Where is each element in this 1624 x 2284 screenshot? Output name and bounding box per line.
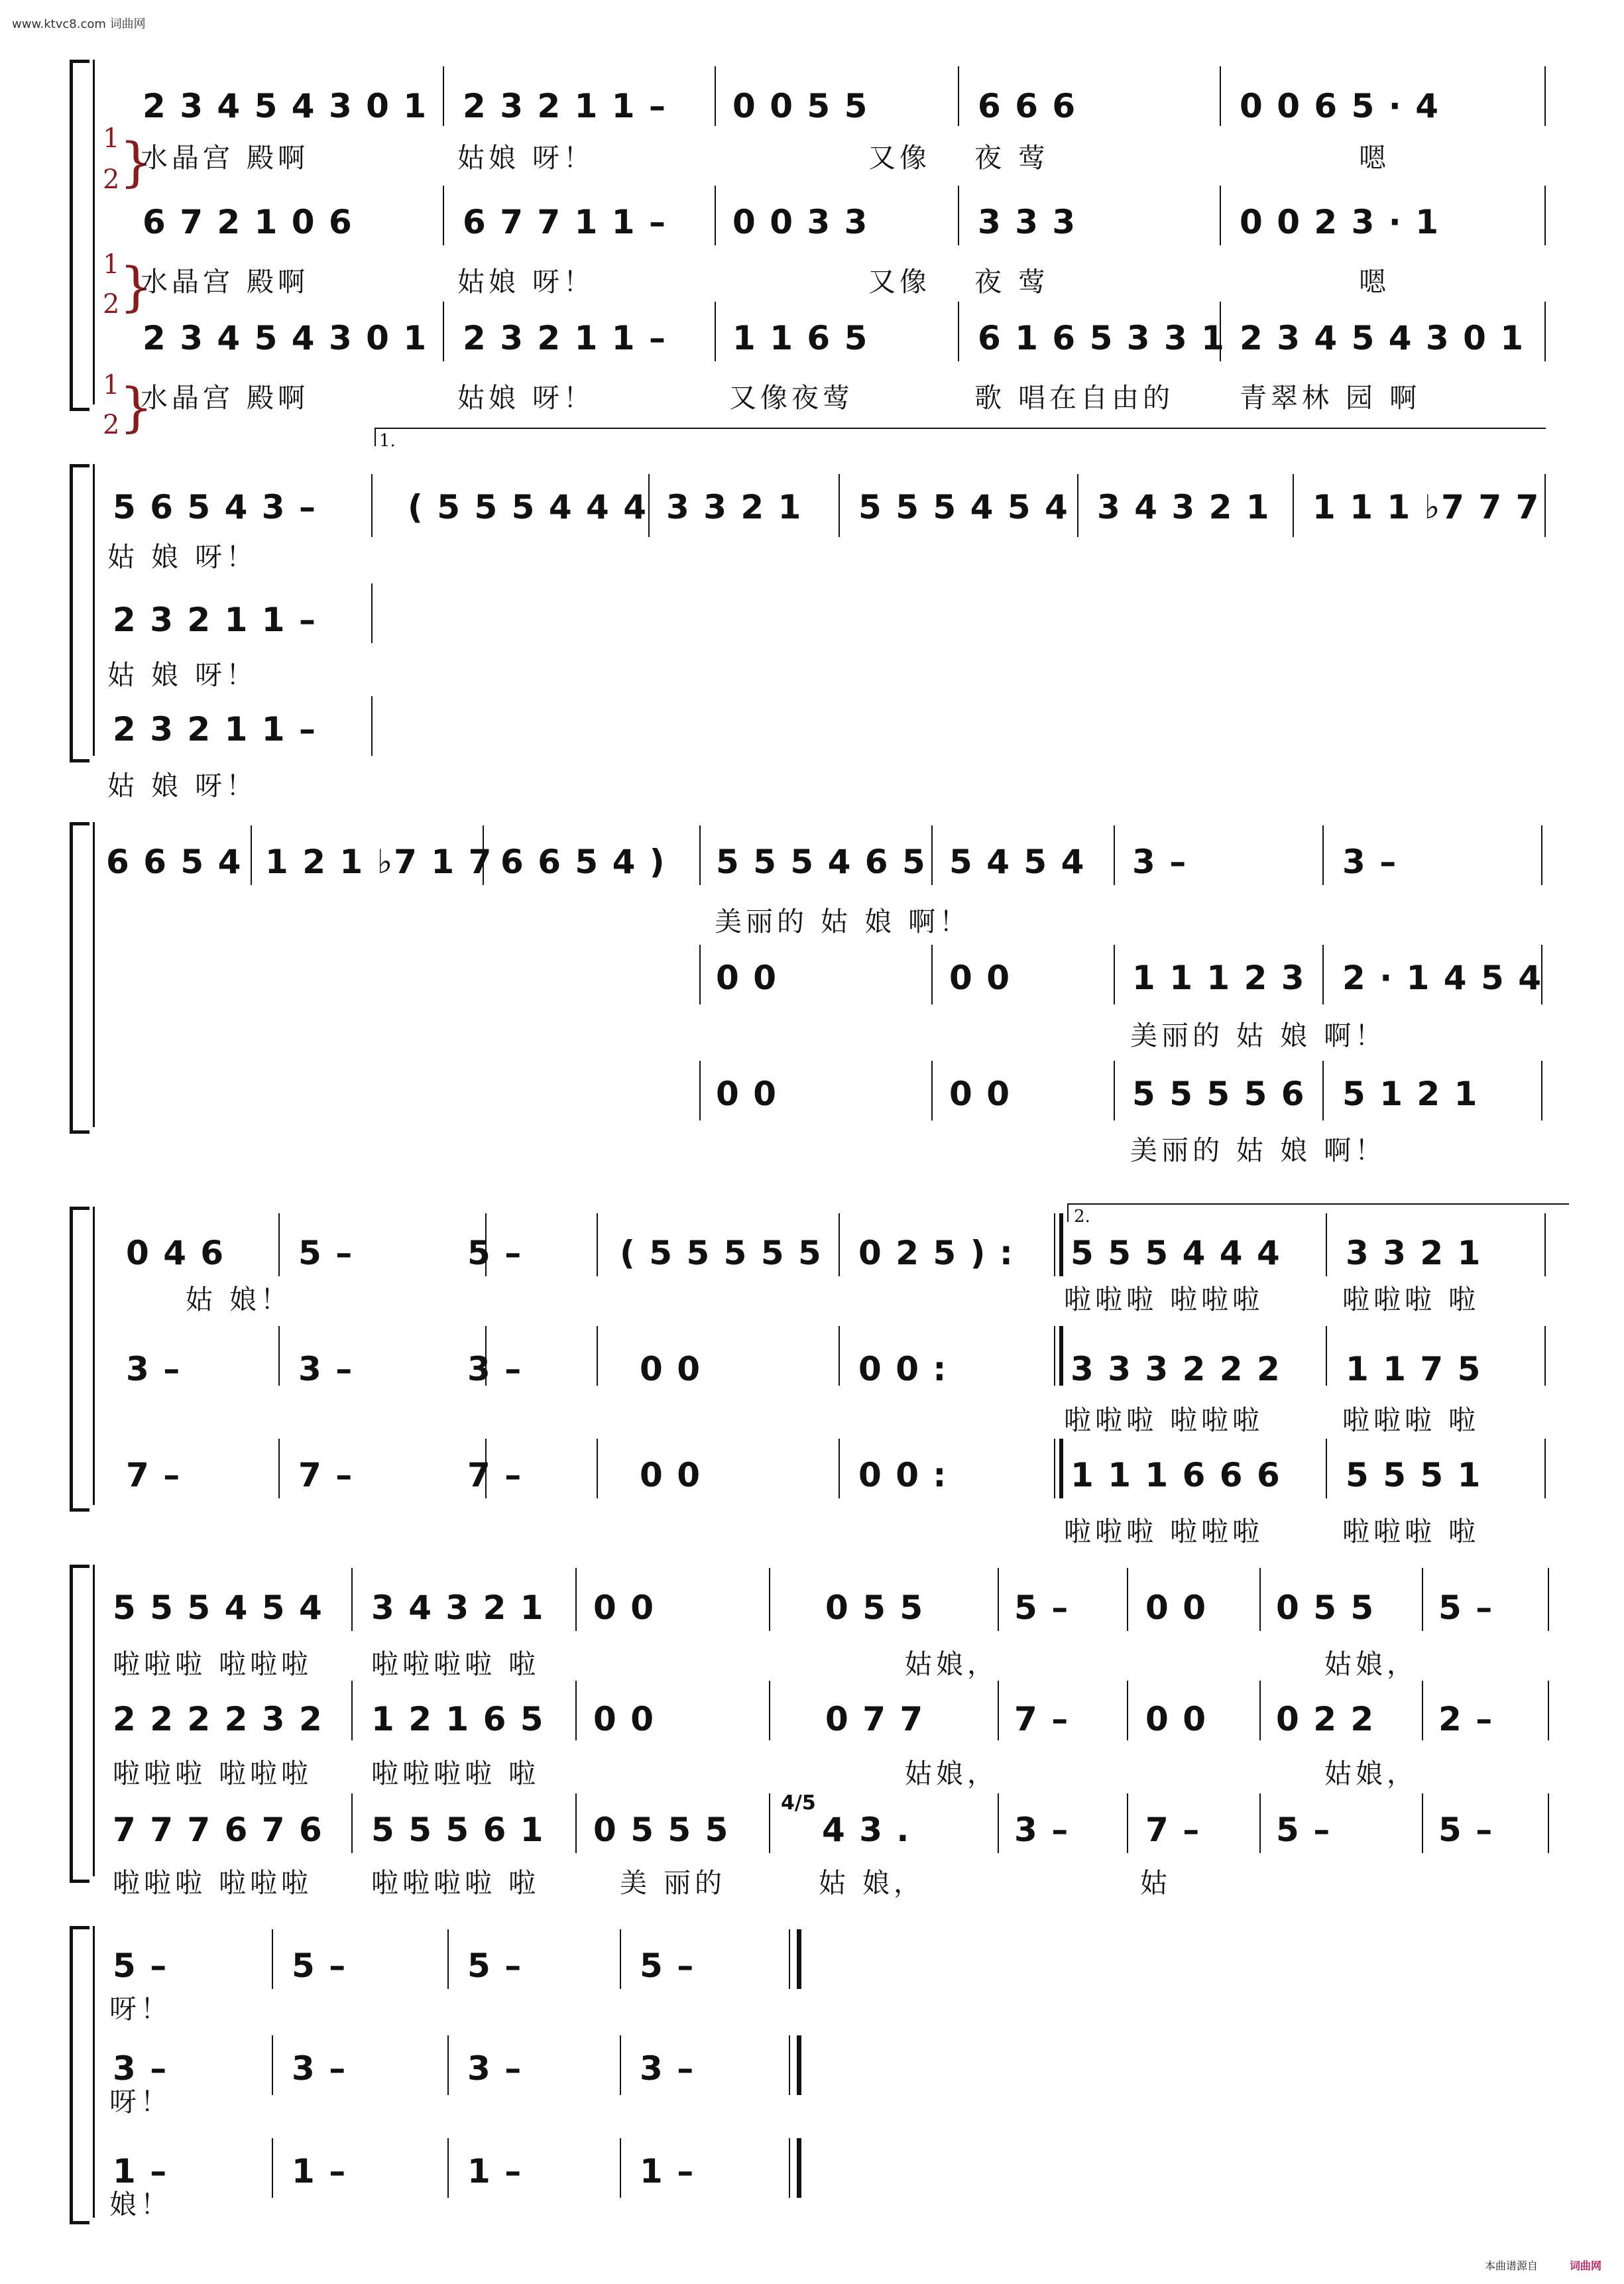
measure-notes: 3 – bbox=[126, 1350, 182, 1388]
measure-notes: 6 6 6 bbox=[978, 87, 1077, 125]
volta-second-ending bbox=[1067, 1203, 1569, 1222]
measure-notes: 5 5 5 6 1 bbox=[371, 1811, 545, 1849]
barline bbox=[1548, 1681, 1549, 1740]
barline bbox=[998, 1568, 999, 1631]
measure-notes: 5 – bbox=[467, 1947, 523, 1985]
barline bbox=[620, 1929, 621, 1989]
measure-notes: 3 3 2 1 bbox=[666, 488, 803, 526]
volta-label: 2. bbox=[1074, 1207, 1090, 1227]
barline bbox=[1544, 66, 1546, 126]
barline bbox=[272, 2035, 273, 2095]
measure-notes: 5 – bbox=[292, 1947, 347, 1985]
lyric-line: 水晶宫 殿啊 bbox=[141, 382, 310, 414]
barline bbox=[351, 1568, 353, 1631]
barline bbox=[1220, 66, 1221, 126]
measure-notes: 1 – bbox=[640, 2152, 695, 2191]
time-signature: 4/5 bbox=[781, 1791, 816, 1815]
lyric-line: 姑 娘 呀！ bbox=[107, 659, 258, 691]
final-barline bbox=[797, 2035, 801, 2095]
lyric-line: 又像 bbox=[868, 266, 931, 298]
barline bbox=[443, 66, 444, 126]
barline bbox=[839, 1439, 840, 1498]
measure-notes: 5 6 5 4 3 – bbox=[113, 488, 317, 526]
system-bracket bbox=[70, 1926, 82, 2224]
measure-notes: 0 0 5 5 bbox=[732, 87, 869, 125]
measure-notes: 2 3 2 1 1 – bbox=[463, 319, 667, 357]
measure-notes: 0 0 bbox=[640, 1456, 701, 1494]
measure-notes: 5 5 5 4 4 4 bbox=[1071, 1234, 1281, 1272]
barline bbox=[699, 945, 701, 1004]
measure-notes: 5 – bbox=[640, 1947, 695, 1985]
lyric-line: 姑 娘！ bbox=[186, 1284, 292, 1315]
measure-notes: ( 5 5 5 4 4 4 bbox=[408, 488, 648, 526]
barline bbox=[1326, 1213, 1327, 1276]
barline bbox=[1544, 1326, 1546, 1386]
measure-notes: 4 3 . bbox=[822, 1811, 911, 1849]
measure-notes: 5 5 5 5 6 bbox=[1132, 1075, 1306, 1113]
measure-notes: 1 2 1 6 5 bbox=[371, 1700, 545, 1738]
brand-logo: 词曲网 bbox=[1570, 2259, 1602, 2272]
lyric-line: 娘！ bbox=[109, 2189, 172, 2220]
site-header: www.ktvc8.com 词曲网 bbox=[12, 17, 146, 31]
barline bbox=[278, 1213, 280, 1276]
volta-first-ending bbox=[375, 428, 1546, 446]
barline bbox=[575, 1568, 577, 1631]
barline bbox=[351, 1793, 353, 1853]
measure-notes: 0 0 bbox=[716, 1075, 778, 1113]
measure-notes: 0 0 : bbox=[858, 1456, 948, 1494]
measure-notes: 5 – bbox=[1276, 1811, 1332, 1849]
barline bbox=[272, 1929, 273, 1989]
barline bbox=[1541, 825, 1542, 885]
barline bbox=[1114, 825, 1115, 885]
measure-notes: 6 6 5 4 bbox=[106, 843, 243, 881]
barline bbox=[998, 1793, 999, 1853]
barline bbox=[958, 186, 959, 245]
lyric-line: 美丽的 姑 娘 啊！ bbox=[1130, 1020, 1387, 1052]
measure-notes: 7 – bbox=[126, 1456, 182, 1494]
measure-notes: 1 1 1 ♭7 7 7 bbox=[1312, 488, 1540, 526]
measure-notes: 1 – bbox=[292, 2152, 347, 2191]
system-line bbox=[93, 464, 95, 756]
lyric-line: 啦啦啦 啦啦啦 bbox=[1064, 1516, 1264, 1547]
source-note: 本曲谱源自 bbox=[1485, 2259, 1538, 2272]
verse-brace: } bbox=[119, 256, 153, 318]
lyric-line: 啦啦啦啦 啦 bbox=[371, 1648, 540, 1680]
measure-notes: 1 – bbox=[467, 2152, 523, 2191]
barline bbox=[575, 1793, 577, 1853]
measure-notes: 0 0 bbox=[716, 959, 778, 997]
barline bbox=[1544, 186, 1546, 245]
lyric-line: 歌 唱在自由的 bbox=[974, 382, 1175, 414]
measure-notes: 3 – bbox=[467, 2049, 523, 2088]
system-line bbox=[93, 1565, 95, 1876]
measure-notes: 3 – bbox=[640, 2049, 695, 2088]
lyric-line: 姑娘， bbox=[1324, 1758, 1418, 1789]
measure-notes: 3 – bbox=[292, 2049, 347, 2088]
measure-notes: 6 1 6 5 3 3 1 bbox=[978, 319, 1226, 357]
measure-notes: 2 – bbox=[1438, 1700, 1494, 1738]
lyric-line: 姑娘 呀！ bbox=[457, 142, 595, 174]
measure-notes: 7 – bbox=[298, 1456, 354, 1494]
measure-notes: 3 – bbox=[1342, 843, 1398, 881]
barline bbox=[1054, 1326, 1055, 1386]
lyric-line: 姑娘 呀！ bbox=[457, 382, 595, 414]
barline bbox=[1326, 1439, 1327, 1498]
barline bbox=[371, 474, 373, 537]
lyric-line: 又像夜莺 bbox=[729, 382, 854, 414]
system-bracket bbox=[70, 1207, 82, 1512]
measure-notes: 0 5 5 bbox=[1276, 1589, 1375, 1627]
barline bbox=[1054, 1439, 1055, 1498]
measure-notes: 0 2 2 bbox=[1276, 1700, 1375, 1738]
measure-notes: 3 3 2 1 bbox=[1346, 1234, 1482, 1272]
measure-notes: 3 4 3 2 1 bbox=[1097, 488, 1271, 526]
measure-notes: 1 – bbox=[113, 2152, 168, 2191]
barline bbox=[1548, 1568, 1549, 1631]
lyric-line: 啦啦啦 啦 bbox=[1342, 1284, 1480, 1315]
barline bbox=[272, 2138, 273, 2198]
barline bbox=[597, 1326, 598, 1386]
verse-brace: } bbox=[119, 131, 153, 193]
barline bbox=[371, 583, 373, 643]
measure-notes: ( 5 5 5 5 5 bbox=[620, 1234, 823, 1272]
measure-notes: 2 3 4 5 4 3 0 1 bbox=[143, 87, 428, 125]
barline bbox=[1259, 1793, 1261, 1853]
barline bbox=[371, 696, 373, 756]
barline bbox=[1544, 302, 1546, 361]
lyric-line: 啦啦啦 啦啦啦 bbox=[113, 1758, 313, 1789]
barline bbox=[1059, 1213, 1063, 1276]
system-line bbox=[93, 60, 95, 404]
measure-notes: 7 – bbox=[1145, 1811, 1201, 1849]
measure-notes: 2 3 2 1 1 – bbox=[113, 710, 317, 749]
verse-number: 2 bbox=[103, 410, 120, 440]
lyric-line: 啦啦啦 啦 bbox=[1342, 1516, 1480, 1547]
measure-notes: 6 6 5 4 ) bbox=[500, 843, 666, 881]
lyric-line: 美丽的 姑 娘 啊！ bbox=[1130, 1134, 1387, 1166]
system-bracket bbox=[70, 822, 82, 1134]
barline bbox=[1127, 1793, 1128, 1853]
measure-notes: 5 – bbox=[467, 1234, 523, 1272]
barline bbox=[447, 1929, 449, 1989]
barline bbox=[931, 825, 933, 885]
barline bbox=[1541, 1061, 1542, 1120]
barline bbox=[789, 2138, 790, 2198]
measure-notes: 0 0 3 3 bbox=[732, 203, 869, 241]
lyric-line: 姑 娘， bbox=[819, 1867, 925, 1899]
barline bbox=[620, 2035, 621, 2095]
measure-notes: 7 7 7 6 7 6 bbox=[113, 1811, 323, 1849]
barline bbox=[769, 1568, 770, 1631]
lyric-line: 啦啦啦 啦 bbox=[1342, 1404, 1480, 1436]
system-line bbox=[93, 822, 95, 1127]
volta-label: 1. bbox=[379, 431, 396, 451]
barline bbox=[1114, 1061, 1115, 1120]
barline bbox=[447, 2138, 449, 2198]
lyric-line: 啦啦啦啦 啦 bbox=[371, 1758, 540, 1789]
final-barline bbox=[797, 2138, 801, 2198]
measure-notes: 0 0 bbox=[640, 1350, 701, 1388]
barline bbox=[1259, 1681, 1261, 1740]
barline bbox=[839, 474, 840, 537]
barline bbox=[1322, 825, 1324, 885]
barline bbox=[597, 1439, 598, 1498]
barline bbox=[443, 302, 444, 361]
lyric-line: 姑娘 呀！ bbox=[457, 266, 595, 298]
barline bbox=[1127, 1681, 1128, 1740]
verse-number: 2 bbox=[103, 164, 120, 195]
measure-notes: 5 5 5 4 5 4 bbox=[858, 488, 1069, 526]
measure-notes: 7 – bbox=[467, 1456, 523, 1494]
system-bracket bbox=[70, 60, 82, 411]
measure-notes: 2 · 1 4 5 4 bbox=[1342, 959, 1542, 997]
measure-notes: 2 3 4 5 4 3 0 1 bbox=[1240, 319, 1525, 357]
measure-notes: 1 1 1 2 3 bbox=[1132, 959, 1306, 997]
barline bbox=[789, 1929, 790, 1989]
lyric-line: 又像 bbox=[868, 142, 931, 174]
barline bbox=[447, 2035, 449, 2095]
measure-notes: 0 0 bbox=[593, 1700, 655, 1738]
measure-notes: 0 2 5 ) : bbox=[858, 1234, 1014, 1272]
barline bbox=[597, 1213, 598, 1276]
measure-notes: 3 – bbox=[467, 1350, 523, 1388]
measure-notes: 3 – bbox=[298, 1350, 354, 1388]
lyric-line: 呀！ bbox=[109, 2086, 172, 2118]
measure-notes: 5 5 5 4 6 5 bbox=[716, 843, 927, 881]
measure-notes: 0 7 7 bbox=[825, 1700, 925, 1738]
measure-notes: 5 – bbox=[1014, 1589, 1070, 1627]
measure-notes: 3 3 3 2 2 2 bbox=[1071, 1350, 1281, 1388]
final-barline bbox=[797, 1929, 801, 1989]
measure-notes: 7 – bbox=[1014, 1700, 1070, 1738]
measure-notes: 3 – bbox=[113, 2049, 168, 2088]
system-bracket bbox=[70, 464, 82, 762]
barline bbox=[443, 186, 444, 245]
barline bbox=[1422, 1568, 1423, 1631]
lyric-line: 姑 bbox=[1140, 1867, 1171, 1899]
barline bbox=[839, 1326, 840, 1386]
measure-notes: 0 5 5 bbox=[825, 1589, 925, 1627]
measure-notes: 0 0 bbox=[949, 1075, 1011, 1113]
measure-notes: 0 0 bbox=[593, 1589, 655, 1627]
lyric-line: 啦啦啦 啦啦啦 bbox=[1064, 1284, 1264, 1315]
barline bbox=[998, 1681, 999, 1740]
barline bbox=[251, 825, 252, 885]
measure-notes: 1 1 7 5 bbox=[1346, 1350, 1482, 1388]
measure-notes: 2 2 2 2 3 2 bbox=[113, 1700, 323, 1738]
barline bbox=[958, 66, 959, 126]
measure-notes: 3 4 3 2 1 bbox=[371, 1589, 545, 1627]
lyric-line: 姑娘， bbox=[905, 1648, 998, 1680]
lyric-line: 青翠林 园 啊 bbox=[1240, 382, 1421, 414]
lyric-line: 啦啦啦啦 啦 bbox=[371, 1867, 540, 1899]
lyric-line: 姑 娘 呀！ bbox=[107, 770, 258, 802]
barline bbox=[958, 302, 959, 361]
measure-notes: 5 – bbox=[1438, 1811, 1494, 1849]
lyric-line: 嗯 bbox=[1359, 266, 1390, 298]
barline bbox=[620, 2138, 621, 2198]
barline bbox=[699, 825, 701, 885]
barline bbox=[1259, 1568, 1261, 1631]
measure-notes: 3 3 3 bbox=[978, 203, 1077, 241]
verse-brace: } bbox=[119, 377, 153, 438]
barline bbox=[839, 1213, 840, 1276]
lyric-line: 美 丽的 bbox=[620, 1867, 726, 1899]
barline bbox=[351, 1681, 353, 1740]
lyric-line: 嗯 bbox=[1359, 142, 1390, 174]
measure-notes: 0 0 bbox=[949, 959, 1011, 997]
verse-number: 1 bbox=[103, 123, 120, 154]
barline bbox=[931, 945, 933, 1004]
measure-notes: 1 2 1 ♭7 1 7 bbox=[265, 843, 493, 881]
measure-notes: 3 – bbox=[1132, 843, 1188, 881]
measure-notes: 5 4 5 4 bbox=[949, 843, 1086, 881]
barline bbox=[699, 1061, 701, 1120]
lyric-line: 水晶宫 殿啊 bbox=[141, 266, 310, 298]
lyric-line: 水晶宫 殿啊 bbox=[141, 142, 310, 174]
measure-notes: 5 – bbox=[298, 1234, 354, 1272]
measure-notes: 5 5 5 4 5 4 bbox=[113, 1589, 323, 1627]
barline bbox=[1326, 1326, 1327, 1386]
measure-notes: 2 3 4 5 4 3 0 1 bbox=[143, 319, 428, 357]
barline bbox=[278, 1439, 280, 1498]
barline bbox=[1544, 474, 1546, 537]
barline bbox=[715, 302, 716, 361]
verse-number: 2 bbox=[103, 289, 120, 320]
barline bbox=[1544, 1213, 1546, 1276]
barline bbox=[1059, 1439, 1063, 1498]
verse-number: 1 bbox=[103, 249, 120, 280]
lyric-line: 姑娘， bbox=[1324, 1648, 1418, 1680]
barline bbox=[1422, 1793, 1423, 1853]
barline bbox=[278, 1326, 280, 1386]
barline bbox=[1322, 945, 1324, 1004]
measure-notes: 3 – bbox=[1014, 1811, 1070, 1849]
barline bbox=[1322, 1061, 1324, 1120]
barline bbox=[1114, 945, 1115, 1004]
barline bbox=[715, 66, 716, 126]
barline bbox=[1422, 1681, 1423, 1740]
barline bbox=[648, 474, 650, 537]
lyric-line: 姑娘， bbox=[905, 1758, 998, 1789]
lyric-line: 夜 莺 bbox=[974, 266, 1050, 298]
barline bbox=[769, 1681, 770, 1740]
measure-notes: 6 7 7 1 1 – bbox=[463, 203, 667, 241]
lyric-line: 啦啦啦 啦啦啦 bbox=[1064, 1404, 1264, 1436]
barline bbox=[1059, 1326, 1063, 1386]
barline bbox=[1548, 1793, 1549, 1853]
lyric-line: 啦啦啦 啦啦啦 bbox=[113, 1648, 313, 1680]
system-line bbox=[93, 1207, 95, 1505]
lyric-line: 姑 娘 呀！ bbox=[107, 541, 258, 573]
measure-notes: 5 – bbox=[113, 1947, 168, 1985]
barline bbox=[931, 1061, 933, 1120]
measure-notes: 2 3 2 1 1 – bbox=[113, 601, 317, 639]
verse-number: 1 bbox=[103, 370, 120, 400]
barline bbox=[1220, 186, 1221, 245]
measure-notes: 5 – bbox=[1438, 1589, 1494, 1627]
barline bbox=[1544, 1439, 1546, 1498]
barline bbox=[789, 2035, 790, 2095]
measure-notes: 5 5 5 1 bbox=[1346, 1456, 1482, 1494]
measure-notes: 2 3 2 1 1 – bbox=[463, 87, 667, 125]
measure-notes: 0 0 bbox=[1145, 1700, 1207, 1738]
measure-notes: 0 0 2 3 · 1 bbox=[1240, 203, 1440, 241]
measure-notes: 1 1 6 5 bbox=[732, 319, 869, 357]
barline bbox=[1127, 1568, 1128, 1631]
barline bbox=[575, 1681, 577, 1740]
barline bbox=[1077, 474, 1078, 537]
measure-notes: 0 5 5 5 bbox=[593, 1811, 730, 1849]
barline bbox=[769, 1793, 770, 1853]
measure-notes: 0 0 6 5 · 4 bbox=[1240, 87, 1440, 125]
measure-notes: 6 7 2 1 0 6 bbox=[143, 203, 353, 241]
measure-notes: 5 1 2 1 bbox=[1342, 1075, 1479, 1113]
barline bbox=[1293, 474, 1294, 537]
measure-notes: 0 0 : bbox=[858, 1350, 948, 1388]
measure-notes: 1 1 1 6 6 6 bbox=[1071, 1456, 1281, 1494]
lyric-line: 美丽的 姑 娘 啊！ bbox=[715, 906, 971, 937]
system-bracket bbox=[70, 1565, 82, 1883]
measure-notes: 0 4 6 bbox=[126, 1234, 225, 1272]
lyric-line: 呀！ bbox=[109, 1993, 172, 2025]
barline bbox=[1054, 1213, 1055, 1276]
lyric-line: 啦啦啦 啦啦啦 bbox=[113, 1867, 313, 1899]
system-line bbox=[93, 1926, 95, 2218]
barline bbox=[715, 186, 716, 245]
lyric-line: 夜 莺 bbox=[974, 142, 1050, 174]
measure-notes: 0 0 bbox=[1145, 1589, 1207, 1627]
